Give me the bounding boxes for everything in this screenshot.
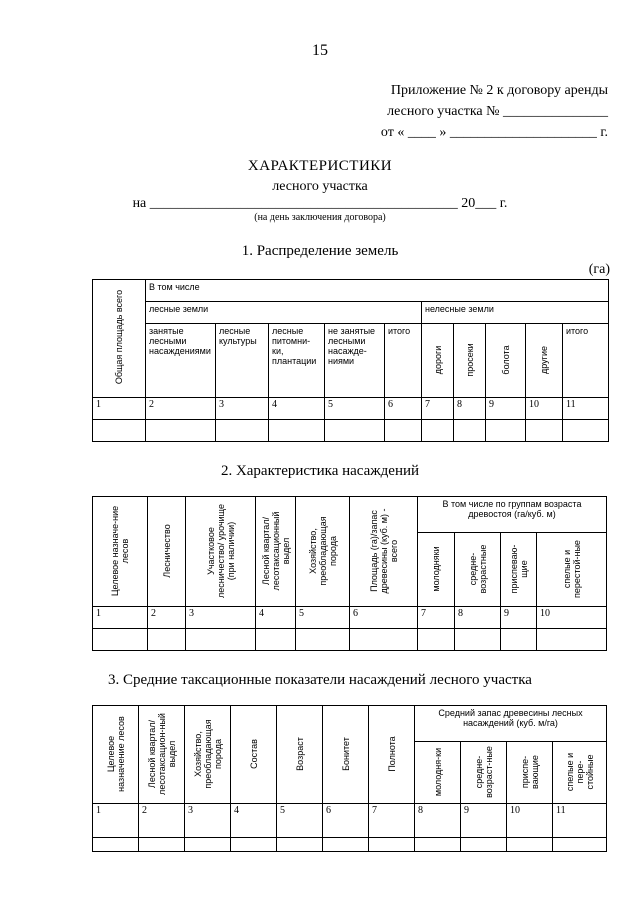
s1-num: 1 <box>93 398 146 420</box>
s1-num: 3 <box>216 398 269 420</box>
s2-num: 7 <box>418 607 455 629</box>
appendix-line-2: лесного участка № _______________ <box>387 104 608 119</box>
s1-col-7: дороги <box>422 324 454 398</box>
s3-col-9: средне-возраст-ные <box>461 742 507 804</box>
s3-col-2: Лесной квартал/ лесотаксацион-ный выдел <box>139 706 185 804</box>
section1-unit: (га) <box>588 262 610 277</box>
s3-col-4: Состав <box>231 706 277 804</box>
s2-group-header: В том числе по группам возраста древостоя (га/куб. м) <box>418 497 607 533</box>
s2-col-7: молодняки <box>418 533 455 607</box>
s3-num: 10 <box>507 804 553 838</box>
s1-col-11: итого <box>563 324 609 398</box>
s3-col-11: спелые и пере-стойные <box>553 742 607 804</box>
s3-num: 2 <box>139 804 185 838</box>
s2-empty-row <box>93 629 607 651</box>
plantations-table <box>92 496 607 651</box>
s1-num: 11 <box>563 398 609 420</box>
s1-col-5: не занятые лесными насажде-ниями <box>325 324 385 398</box>
s2-col-8: средне-возрастные <box>455 533 501 607</box>
s3-col-1: Целевое назначение лесов <box>93 706 139 804</box>
s2-col-10: спелые и перестой-ные <box>537 533 607 607</box>
inventory-table <box>92 705 607 852</box>
section1-title: 1. Распределение земель <box>241 243 399 259</box>
s2-col-2: Лесничество <box>148 497 186 607</box>
s3-col-6: Бонитет <box>323 706 369 804</box>
s2-num: 8 <box>455 607 501 629</box>
doc-subtitle: лесного участка <box>272 179 368 194</box>
s1-col-8: просеки <box>454 324 486 398</box>
s3-num: 3 <box>185 804 231 838</box>
s1-num: 10 <box>526 398 563 420</box>
s3-num: 9 <box>461 804 507 838</box>
s3-num: 7 <box>369 804 415 838</box>
s1-col-6: итого <box>385 324 422 398</box>
s1-num: 9 <box>486 398 526 420</box>
s2-num: 1 <box>93 607 148 629</box>
land-distribution-table <box>92 279 609 442</box>
s1-num: 6 <box>385 398 422 420</box>
s3-col-8: молодня-ки <box>415 742 461 804</box>
s2-col-4: Лесной квартал/ лесотаксационный выдел <box>256 497 296 607</box>
s3-col-5: Возраст <box>277 706 323 804</box>
s1-empty-row <box>93 420 609 442</box>
s2-num: 6 <box>350 607 418 629</box>
s3-empty-row <box>93 838 607 852</box>
s3-num: 11 <box>553 804 607 838</box>
s2-col-6: Площадь (га)/запас древесины (куб. м) - всего <box>350 497 418 607</box>
s3-num: 8 <box>415 804 461 838</box>
s2-num: 4 <box>256 607 296 629</box>
s1-nonforest-header: нелесные земли <box>422 302 609 324</box>
s2-col-1: Целевое назначе-ние лесов <box>93 497 148 607</box>
s1-forest-header: лесные земли <box>146 302 422 324</box>
s2-col-5: Хозяйство, преобладающая порода <box>296 497 350 607</box>
appendix-line-3: от « ____ » _____________________ г. <box>380 125 608 140</box>
s2-col-3: Участковое лесничество/ урочище (при наличии) <box>186 497 256 607</box>
s1-num: 2 <box>146 398 216 420</box>
s3-num: 5 <box>277 804 323 838</box>
s3-num: 6 <box>323 804 369 838</box>
s1-num: 5 <box>325 398 385 420</box>
s3-group-header: Средний запас древесины лесных насаждений (куб. м/га) <box>415 706 607 742</box>
s3-col-7: Полнота <box>369 706 415 804</box>
s1-num: 7 <box>422 398 454 420</box>
s3-num: 1 <box>93 804 139 838</box>
s2-num: 2 <box>148 607 186 629</box>
section3-title: 3. Средние таксационные показатели насаждений лесного участка <box>108 672 532 688</box>
s2-col-9: приспеваю-щие <box>501 533 537 607</box>
s3-num: 4 <box>231 804 277 838</box>
section2-title: 2. Характеристика насаждений <box>220 463 420 479</box>
s1-col-4: лесные питомни-ки, плантации <box>269 324 325 398</box>
date-note: (на день заключения договора) <box>254 212 386 223</box>
s2-num: 9 <box>501 607 537 629</box>
s2-num: 10 <box>537 607 607 629</box>
s1-col-9: болота <box>486 324 526 398</box>
s1-num: 4 <box>269 398 325 420</box>
s1-col-3: лесные культуры <box>216 324 269 398</box>
s3-col-10: приспе-вающие <box>507 742 553 804</box>
s2-num: 3 <box>186 607 256 629</box>
doc-title: ХАРАКТЕРИСТИКИ <box>247 158 393 174</box>
s1-total-header: Общая площадь всего <box>93 280 146 398</box>
page-number: 15 <box>312 42 328 59</box>
date-line: на ____________________________________________ 20___ г. <box>132 196 508 211</box>
s2-num: 5 <box>296 607 350 629</box>
s1-incl-header: В том числе <box>146 280 609 302</box>
s1-num: 8 <box>454 398 486 420</box>
s1-col-10: другие <box>526 324 563 398</box>
s3-col-3: Хозяйство, преобладающая порода <box>185 706 231 804</box>
appendix-line-1: Приложение № 2 к договору аренды <box>390 83 608 98</box>
s1-col-2: занятые лесными насаждениями <box>146 324 216 398</box>
